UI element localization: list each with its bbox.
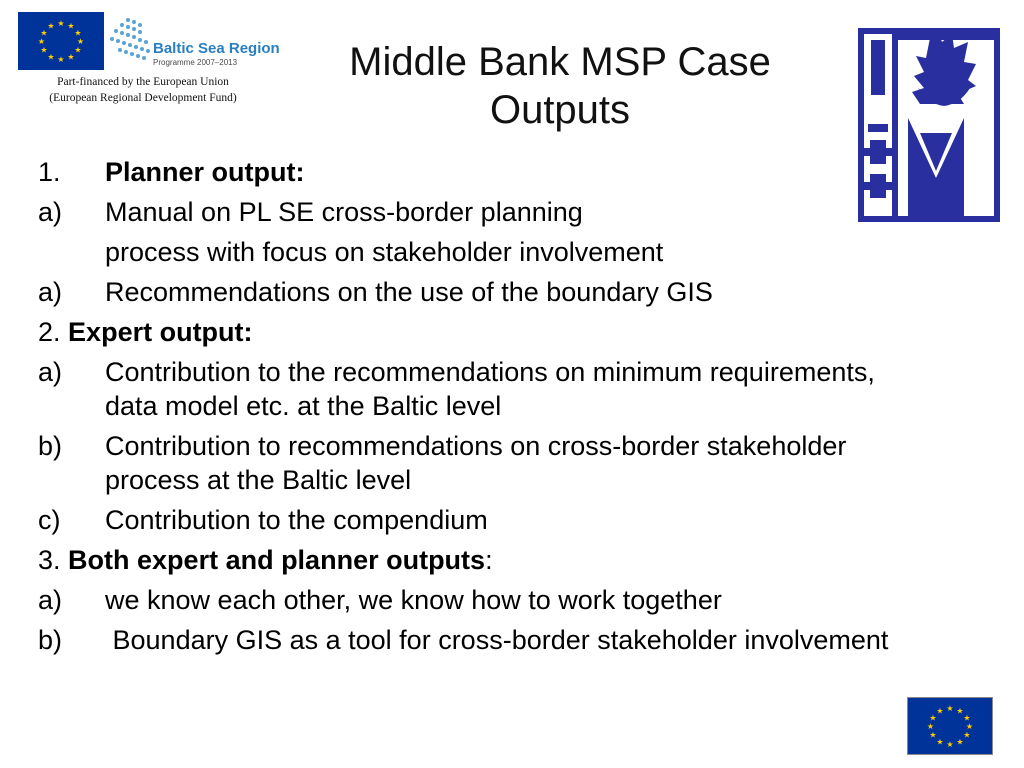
svg-text:★: ★ xyxy=(926,722,935,731)
list-item-text: Boundary GIS as a tool for cross-border stakeholder involvement xyxy=(105,625,889,655)
section-heading: Both expert and planner outputs xyxy=(68,545,486,575)
list-item xyxy=(38,355,908,423)
svg-text:★: ★ xyxy=(67,21,75,31)
svg-text:★: ★ xyxy=(956,737,964,747)
list-marker: 1. xyxy=(38,157,61,187)
list-item-text: Contribution to the compendium xyxy=(105,505,488,535)
list-item xyxy=(38,623,908,657)
svg-text:★: ★ xyxy=(956,706,964,716)
list-marker: a) xyxy=(38,357,63,387)
wave-dots-icon xyxy=(108,14,158,64)
list-item-continuation xyxy=(38,235,908,269)
funding-note xyxy=(18,74,268,106)
list-item-text: Contribution to the recommendations on minimum requirements, data model etc. at the Baltic level xyxy=(105,357,875,421)
list-item xyxy=(38,315,908,349)
list-marker: b) xyxy=(38,431,63,461)
list-marker: c) xyxy=(38,505,61,535)
list-item-text: Contribution to recommendations on cross-border stakeholder process at the Baltic level xyxy=(105,431,847,495)
list-item xyxy=(38,275,908,309)
programme-name: Baltic Sea Region xyxy=(153,40,280,57)
list-marker: 3. xyxy=(38,545,61,575)
eu-flag-corner-icon xyxy=(907,697,993,755)
list-marker: a) xyxy=(38,277,63,307)
svg-text:★: ★ xyxy=(963,730,971,740)
list-marker: b) xyxy=(38,625,63,655)
svg-text:★: ★ xyxy=(946,740,954,749)
svg-text:★: ★ xyxy=(963,713,971,723)
svg-text:★: ★ xyxy=(67,52,75,62)
svg-text:★: ★ xyxy=(47,21,55,31)
list-item xyxy=(38,543,908,577)
svg-text:★: ★ xyxy=(946,704,954,713)
section-heading: Planner output: xyxy=(105,157,305,187)
svg-text:★: ★ xyxy=(57,19,65,28)
slide-content xyxy=(38,155,908,663)
list-item xyxy=(38,583,908,617)
list-item-text: Recommendations on the use of the boundary GIS xyxy=(105,277,713,307)
svg-text:★: ★ xyxy=(74,28,82,38)
list-item-text: we know each other, we know how to work together xyxy=(105,585,722,615)
svg-text:★: ★ xyxy=(37,37,46,46)
svg-text:★: ★ xyxy=(936,706,944,716)
programme-period: Programme 2007–2013 xyxy=(153,58,238,67)
svg-text:★: ★ xyxy=(40,28,48,38)
eu-flag-icon xyxy=(18,12,104,70)
header-logos xyxy=(18,12,280,107)
list-item xyxy=(38,155,908,189)
title-line-2: Outputs xyxy=(489,88,631,132)
svg-text:★: ★ xyxy=(74,45,82,55)
slide-title xyxy=(270,38,850,134)
funding-line-2: (European Regional Development Fund) xyxy=(49,92,237,104)
svg-text:★: ★ xyxy=(57,55,65,64)
list-item-text: Manual on PL SE cross-border planning xyxy=(105,197,583,227)
svg-text:★: ★ xyxy=(76,37,85,46)
svg-text:★: ★ xyxy=(929,713,937,723)
heading-colon: : xyxy=(485,545,493,575)
list-item-text: process with focus on stakeholder involvement xyxy=(105,237,664,267)
list-marker: a) xyxy=(38,197,63,227)
section-heading: Expert output: xyxy=(68,317,253,347)
funding-line-1: Part-financed by the European Union xyxy=(57,76,229,88)
list-item xyxy=(38,195,908,229)
svg-text:★: ★ xyxy=(929,730,937,740)
list-marker: a) xyxy=(38,585,63,615)
title-line-1: Middle Bank MSP Case xyxy=(349,40,771,84)
svg-text:★: ★ xyxy=(965,722,974,731)
svg-text:★: ★ xyxy=(40,45,48,55)
list-marker: 2. xyxy=(38,317,61,347)
svg-text:★: ★ xyxy=(47,52,55,62)
list-item xyxy=(38,503,908,537)
svg-text:★: ★ xyxy=(936,737,944,747)
list-item xyxy=(38,429,908,497)
